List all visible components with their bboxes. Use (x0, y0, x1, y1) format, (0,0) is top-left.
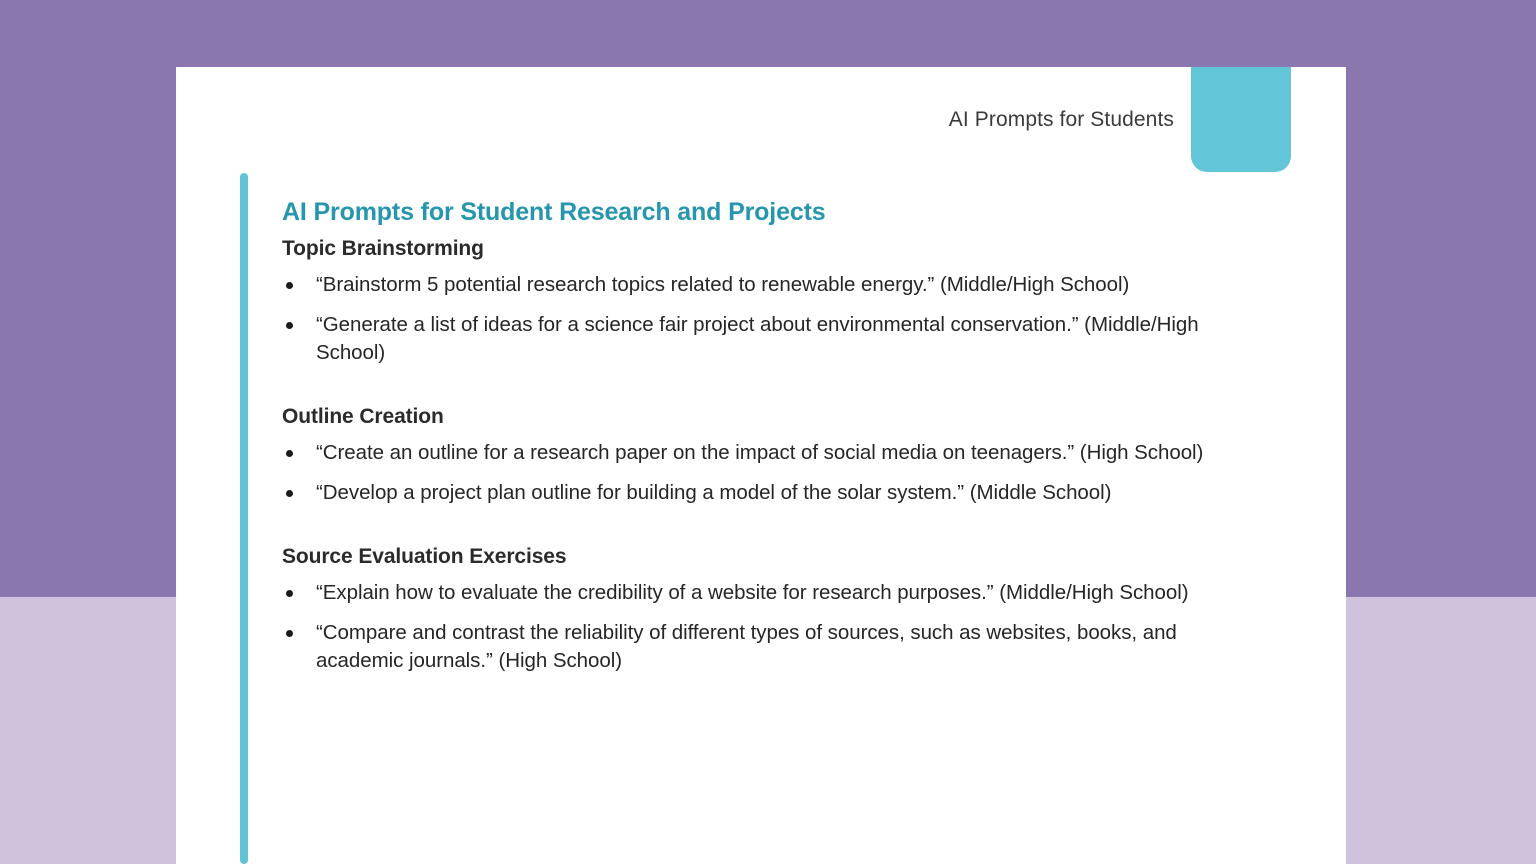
bullet-list (282, 579, 1346, 675)
section-heading: Outline Creation (282, 404, 444, 428)
list-item-text: “Create an outline for a research paper on the impact of social media on teenagers.” (High School) (316, 441, 1204, 465)
section-outline-creation (282, 404, 1346, 507)
running-header: AI Prompts for Students (948, 108, 1174, 131)
bullet-dot-icon (286, 630, 293, 637)
document-page (176, 67, 1346, 864)
bullet-list (282, 439, 1346, 507)
document-content (282, 197, 1346, 675)
section-heading: Source Evaluation Exercises (282, 544, 567, 568)
list-item (282, 579, 1266, 607)
list-item (282, 311, 1266, 367)
corner-tab-decoration (1191, 67, 1291, 172)
list-item (282, 619, 1266, 675)
list-item (282, 439, 1266, 467)
bullet-dot-icon (286, 450, 293, 457)
list-item-text: “Develop a project plan outline for building a model of the solar system.” (Middle School) (316, 481, 1112, 504)
section-heading: Topic Brainstorming (282, 237, 484, 260)
section-topic-brainstorming (282, 236, 1346, 367)
list-item (282, 271, 1266, 299)
bullet-dot-icon (286, 282, 293, 289)
bullet-dot-icon (286, 490, 293, 497)
section-source-evaluation-exercises (282, 544, 1346, 675)
vertical-accent-rule (240, 173, 248, 864)
bullet-dot-icon (286, 590, 293, 597)
list-item-text: “Generate a list of ideas for a science fair project about environmental conservation.” (Middle/High School) (316, 313, 1199, 364)
bullet-list (282, 271, 1346, 367)
list-item-text: “Explain how to evaluate the credibility of a website for research purposes.” (Middle/High School) (316, 581, 1189, 605)
bullet-dot-icon (286, 322, 293, 329)
list-item-text: “Brainstorm 5 potential research topics related to renewable energy.” (Middle/High School) (316, 273, 1130, 297)
page-title: AI Prompts for Student Research and Projects (282, 198, 826, 226)
list-item (282, 479, 1266, 507)
list-item-text: “Compare and contrast the reliability of different types of sources, such as websites, books, and academic journals.” (High School) (316, 621, 1177, 672)
